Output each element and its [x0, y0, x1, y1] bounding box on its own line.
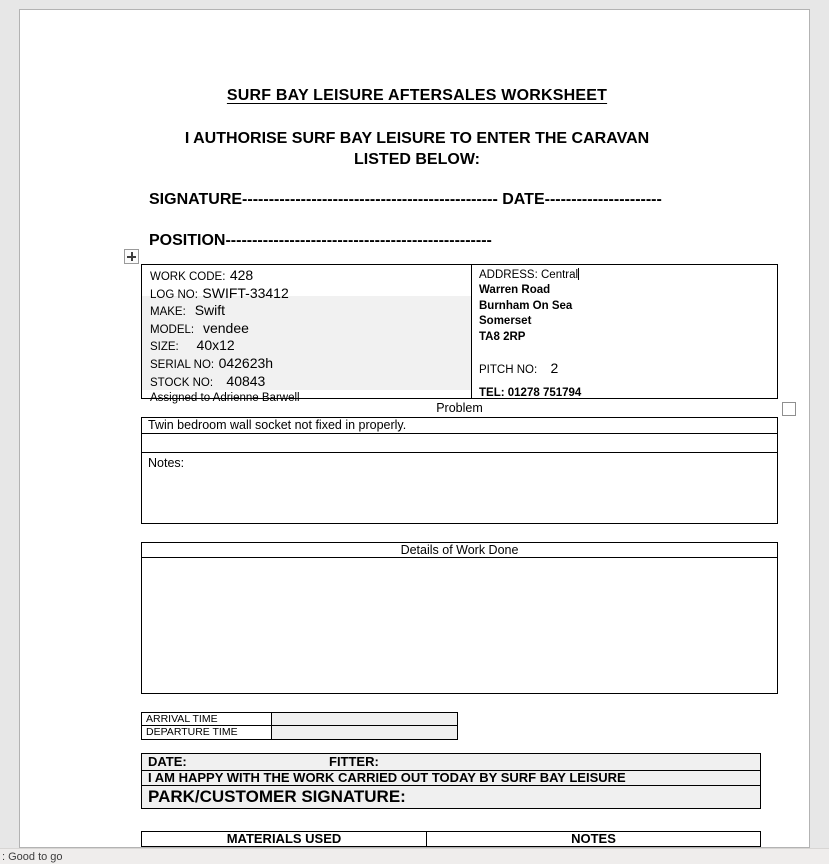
- document-title-text: SURF BAY LEISURE AFTERSALES WORKSHEET: [226, 87, 608, 104]
- address-block: [472, 265, 777, 345]
- date-fill-line: ----------------------: [544, 191, 662, 208]
- happy-statement-row: I AM HAPPY WITH THE WORK CARRIED OUT TODAY BY SURF BAY LEISURE: [142, 771, 760, 786]
- tel-value[interactable]: 01278 751794: [507, 387, 582, 399]
- work-code-label: WORK CODE:: [150, 271, 226, 283]
- signature-date-line: [149, 191, 662, 209]
- materials-notes-header: NOTES: [571, 831, 616, 846]
- caravan-field-rows: [142, 265, 471, 407]
- problem-section-header: Problem: [436, 401, 483, 415]
- document-title: [149, 87, 685, 105]
- address-row[interactable]: [479, 268, 777, 283]
- problem-description-cell[interactable]: Twin bedroom wall socket not fixed in properly.: [142, 418, 777, 434]
- accessibility-status-text[interactable]: : Good to go: [2, 851, 63, 863]
- log-no-label: LOG NO:: [150, 288, 198, 301]
- position-label: POSITION: [149, 232, 226, 249]
- problem-table[interactable]: [141, 417, 778, 524]
- departure-time-label: DEPARTURE TIME: [142, 726, 272, 739]
- tel-row: [479, 387, 581, 399]
- materials-table-header-row: [142, 832, 760, 847]
- make-row: [150, 303, 471, 321]
- times-table[interactable]: [141, 712, 458, 740]
- stock-no-value[interactable]: 40843: [226, 372, 266, 389]
- pitch-no-row: [479, 360, 558, 378]
- customer-address-cell[interactable]: [472, 265, 777, 398]
- authorise-line-1: I AUTHORISE SURF BAY LEISURE TO ENTER THE CARAVAN: [184, 130, 650, 147]
- arrival-time-label: ARRIVAL TIME: [142, 713, 272, 725]
- stock-no-label: STOCK NO:: [150, 376, 214, 389]
- address-label: ADDRESS:: [479, 269, 538, 281]
- caravan-info-table[interactable]: [141, 264, 778, 405]
- details-of-work-table[interactable]: [141, 542, 778, 694]
- problem-checkbox[interactable]: [782, 402, 796, 416]
- pitch-no-value[interactable]: 2: [550, 360, 559, 376]
- model-value[interactable]: vendee: [202, 319, 249, 336]
- stock-no-row: [150, 374, 471, 392]
- table-move-handle-icon[interactable]: [124, 249, 139, 264]
- date-label: DATE: [497, 191, 545, 208]
- work-code-row: [150, 268, 471, 286]
- work-code-value[interactable]: 428: [229, 267, 254, 283]
- serial-no-row: [150, 356, 471, 374]
- fitter-field-label: FITTER:: [329, 754, 379, 769]
- position-line: [149, 232, 492, 250]
- address-line: Burnham On Sea: [479, 299, 573, 312]
- model-label: MODEL:: [150, 323, 195, 336]
- problem-empty-cell[interactable]: [142, 434, 777, 453]
- authorise-line-2: LISTED BELOW:: [354, 151, 480, 168]
- address-line: TA8 2RP: [479, 330, 526, 343]
- address-value[interactable]: Central: [541, 269, 579, 281]
- materials-used-header: MATERIALS USED: [142, 832, 427, 846]
- notes-cell[interactable]: Notes:: [148, 456, 185, 470]
- table-move-handle-crossbar: [131, 252, 133, 261]
- document-page[interactable]: [19, 9, 810, 848]
- arrival-time-field[interactable]: [272, 713, 457, 725]
- arrival-time-row: [142, 713, 457, 726]
- date-field-label: DATE:: [148, 754, 187, 769]
- date-fitter-row[interactable]: [142, 754, 760, 771]
- size-label: SIZE:: [150, 341, 179, 354]
- text-cursor: [578, 268, 579, 280]
- address-line: Warren Road: [479, 284, 551, 297]
- status-bar: [0, 848, 829, 864]
- signature-label: SIGNATURE: [149, 191, 243, 208]
- park-customer-signature-row[interactable]: PARK/CUSTOMER SIGNATURE:: [148, 787, 406, 806]
- model-row: [150, 321, 471, 339]
- signature-fill-line: ------------------------------------------------: [242, 191, 498, 208]
- position-fill-line: --------------------------------------------------: [225, 232, 492, 249]
- tel-label: TEL:: [479, 387, 505, 399]
- caravan-details-cell[interactable]: [142, 265, 472, 405]
- log-no-value[interactable]: SWIFT-33412: [202, 284, 289, 301]
- materials-table[interactable]: [141, 831, 761, 848]
- serial-no-value[interactable]: 042623h: [218, 354, 274, 371]
- sign-off-table[interactable]: [141, 753, 761, 809]
- details-of-work-entry-area[interactable]: [142, 558, 777, 693]
- pitch-no-label: PITCH NO:: [479, 364, 538, 376]
- authorise-statement: [149, 128, 685, 170]
- address-line: Somerset: [479, 315, 532, 328]
- make-label: MAKE:: [150, 306, 186, 319]
- serial-no-label: SERIAL NO:: [150, 358, 215, 371]
- size-value[interactable]: 40x12: [196, 337, 235, 354]
- departure-time-field[interactable]: [272, 726, 457, 739]
- details-of-work-header: Details of Work Done: [142, 543, 777, 558]
- size-row: [150, 338, 471, 356]
- log-no-row: [150, 286, 471, 304]
- assigned-to-text: Assigned to Adrienne Barwell: [150, 392, 300, 405]
- make-value[interactable]: Swift: [194, 302, 226, 319]
- departure-time-row: [142, 726, 457, 739]
